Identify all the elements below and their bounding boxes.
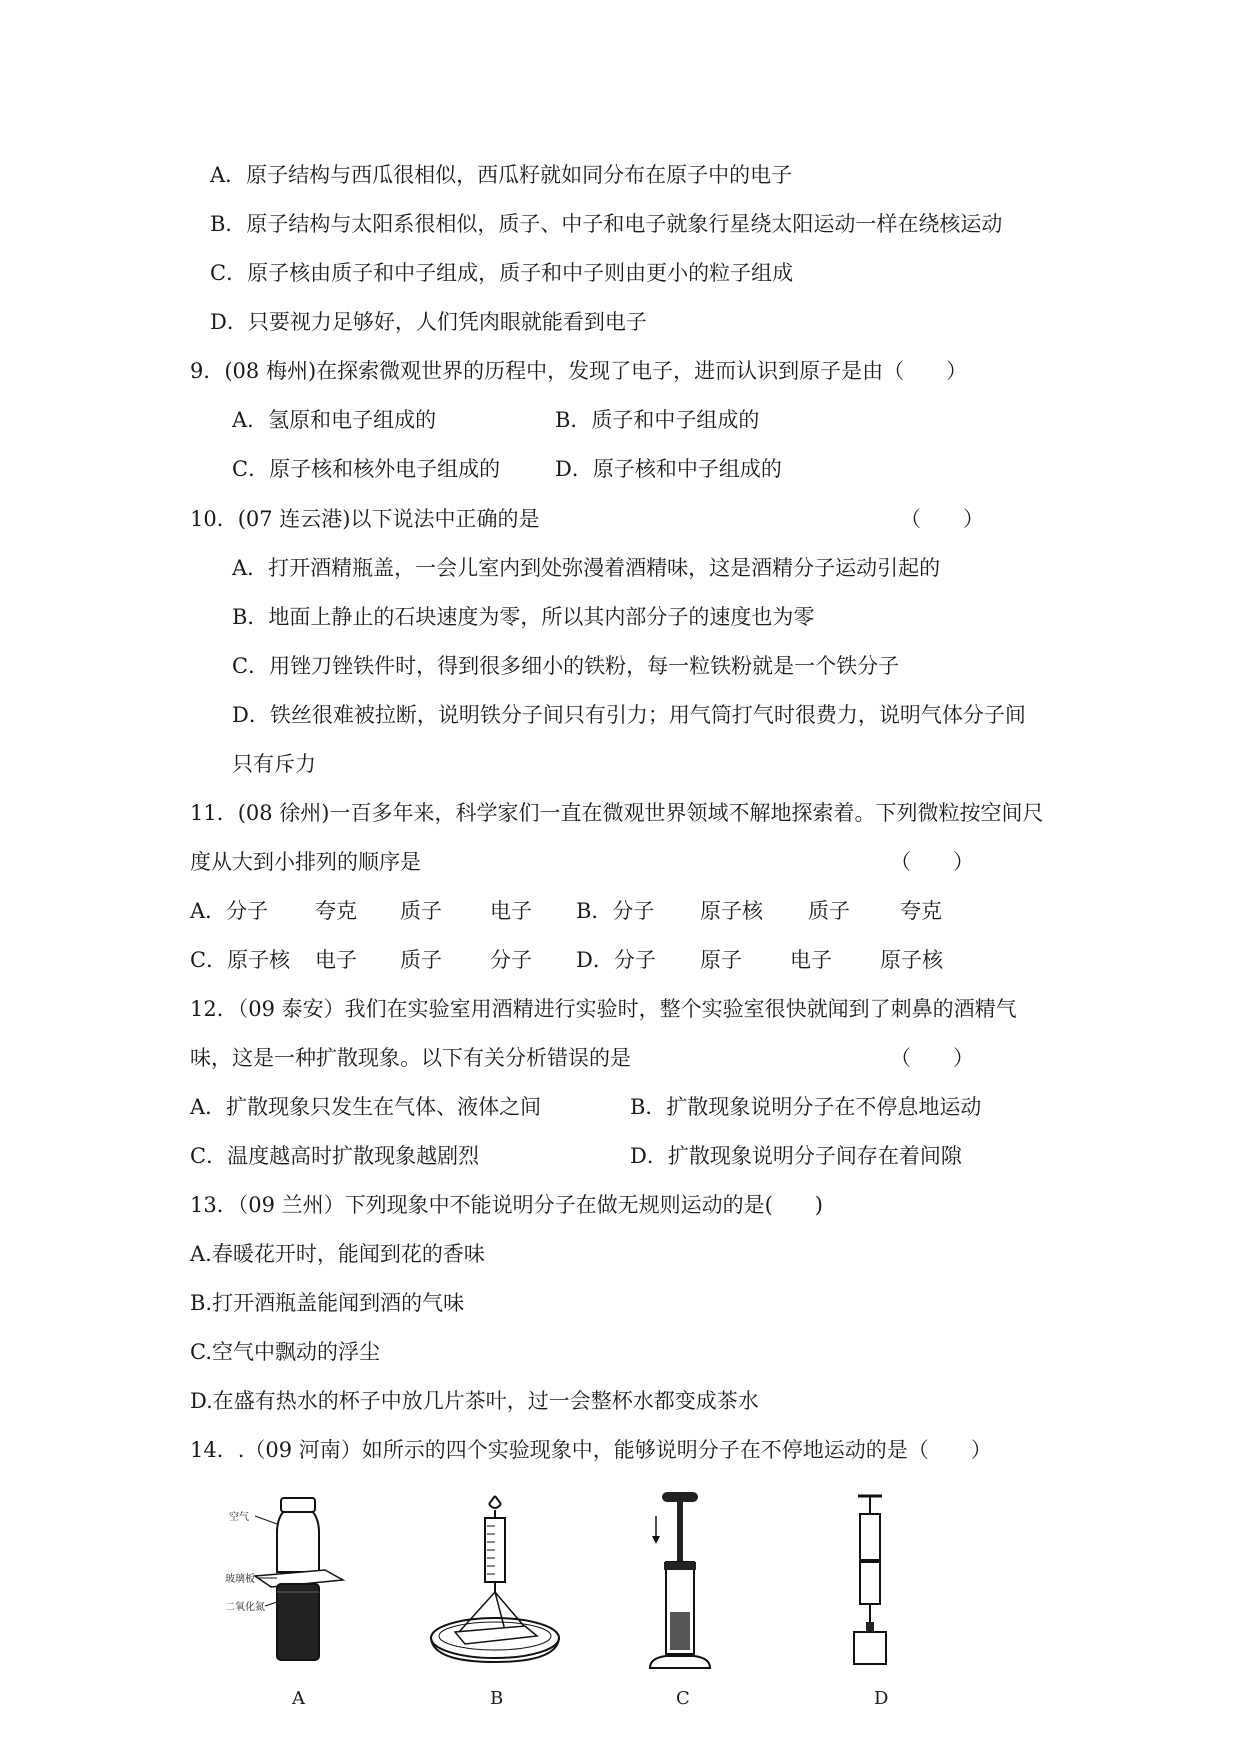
q12-option-d: D．扩散现象说明分子间存在着间隙 bbox=[630, 1144, 962, 1168]
q10-option-d-line2: 只有斥力 bbox=[232, 752, 316, 776]
figure-label-c: C bbox=[676, 1688, 690, 1709]
figure-a-label-air: 空气 bbox=[229, 1512, 249, 1523]
q10-option-d-line1: D．铁丝很难被拉断，说明铁分子间只有引力；用气筒打气时很费力，说明气体分子间 bbox=[232, 703, 1026, 727]
q11-row2-item: C．原子核 bbox=[190, 948, 291, 972]
q8-option-a: A．原子结构与西瓜很相似，西瓜籽就如同分布在原子中的电子 bbox=[210, 163, 793, 187]
q9-option-a: A．氢原和电子组成的 bbox=[232, 408, 437, 432]
q12-option-b: B．扩散现象说明分子在不停息地运动 bbox=[630, 1095, 982, 1119]
q9-option-d: D．原子核和中子组成的 bbox=[555, 457, 782, 481]
figure-a-label-no2: 二氧化氮 bbox=[225, 1602, 265, 1613]
q13-option-a: A.春暖花开时，能闻到花的香味 bbox=[190, 1242, 485, 1266]
q13-stem: 13．（09 兰州）下列现象中不能说明分子在做无规则运动的是( ) bbox=[190, 1193, 824, 1217]
q10-option-c: C．用锉刀锉铁件时，得到很多细小的铁粉，每一粒铁粉就是一个铁分子 bbox=[232, 654, 900, 678]
figure-c-compression-cylinder bbox=[640, 1492, 720, 1682]
figure-d-lead-blocks bbox=[838, 1492, 918, 1672]
q11-stem-line1: 11．(08 徐州)一百多年来，科学家们一直在微观世界领域不解地探索着。下列微粒按空间尺 bbox=[190, 801, 1044, 825]
q9-option-c: C．原子核和核外电子组成的 bbox=[232, 457, 501, 481]
q11-row2-item: 原子 bbox=[700, 948, 742, 972]
q11-row2-item: D．分子 bbox=[576, 948, 656, 972]
q8-option-b: B．原子结构与太阳系很相似，质子、中子和电子就象行星绕太阳运动一样在绕核运动 bbox=[210, 212, 1003, 236]
q11-answer-paren: （ ） bbox=[890, 850, 974, 874]
figure-label-a: A bbox=[292, 1688, 305, 1709]
q10-option-b: B．地面上静止的石块速度为零，所以其内部分子的速度也为零 bbox=[232, 605, 815, 629]
q12-option-a: A．扩散现象只发生在气体、液体之间 bbox=[190, 1095, 542, 1119]
q14-stem: 14．.（09 河南）如所示的四个实验现象中，能够说明分子在不停地运动的是（ ） bbox=[190, 1438, 992, 1462]
q10-answer-paren: （ ） bbox=[900, 507, 984, 531]
q11-row1-item: 质子 bbox=[808, 899, 850, 923]
figure-label-d: D bbox=[874, 1688, 889, 1709]
q11-row2-item: 分子 bbox=[490, 948, 532, 972]
q11-row1-item: A．分子 bbox=[190, 899, 269, 923]
q13-option-d: D.在盛有热水的杯子中放几片茶叶，过一会整杯水都变成茶水 bbox=[190, 1389, 759, 1413]
q11-row2-item: 质子 bbox=[400, 948, 442, 972]
figure-label-b: B bbox=[490, 1688, 504, 1709]
q9-stem: 9．(08 梅州)在探索微观世界的历程中，发现了电子，进而认识到原子是由（ ） bbox=[190, 359, 968, 383]
q12-option-c: C．温度越高时扩散现象越剧烈 bbox=[190, 1144, 480, 1168]
q13-option-b: B.打开酒瓶盖能闻到酒的气味 bbox=[190, 1291, 465, 1315]
figure-a-diffusion-bottles bbox=[225, 1492, 355, 1672]
figure-a-label-glass: 玻璃板 bbox=[225, 1574, 255, 1585]
q8-option-d: D．只要视力足够好，人们凭肉眼就能看到电子 bbox=[210, 310, 647, 334]
q11-row1-item: 电子 bbox=[490, 899, 532, 923]
q10-option-a: A．打开酒精瓶盖，一会儿室内到处弥漫着酒精味，这是酒精分子运动引起的 bbox=[232, 556, 941, 580]
q11-row2-item: 电子 bbox=[315, 948, 357, 972]
q12-answer-paren: （ ） bbox=[890, 1046, 974, 1070]
q11-row2-item: 电子 bbox=[790, 948, 832, 972]
q9-option-b: B．质子和中子组成的 bbox=[555, 408, 760, 432]
q11-row1-item: 质子 bbox=[400, 899, 442, 923]
q11-row1-item: 夸克 bbox=[315, 899, 357, 923]
figure-b-spring-scale-water bbox=[425, 1492, 565, 1672]
q11-row1-item: 夸克 bbox=[900, 899, 942, 923]
q11-stem-line2: 度从大到小排列的顺序是 bbox=[190, 850, 421, 874]
q10-stem: 10．(07 连云港)以下说法中正确的是 bbox=[190, 507, 540, 531]
q11-row1-item: B．分子 bbox=[576, 899, 655, 923]
q13-option-c: C.空气中飘动的浮尘 bbox=[190, 1340, 380, 1364]
q8-option-c: C．原子核由质子和中子组成，质子和中子则由更小的粒子组成 bbox=[210, 261, 794, 285]
q11-row2-item: 原子核 bbox=[880, 948, 943, 972]
q12-stem-line2: 味，这是一种扩散现象。以下有关分析错误的是 bbox=[190, 1046, 631, 1070]
q11-row1-item: 原子核 bbox=[700, 899, 763, 923]
q12-stem-line1: 12．（09 泰安）我们在实验室用酒精进行实验时，整个实验室很快就闻到了刺鼻的酒精气 bbox=[190, 997, 1017, 1021]
